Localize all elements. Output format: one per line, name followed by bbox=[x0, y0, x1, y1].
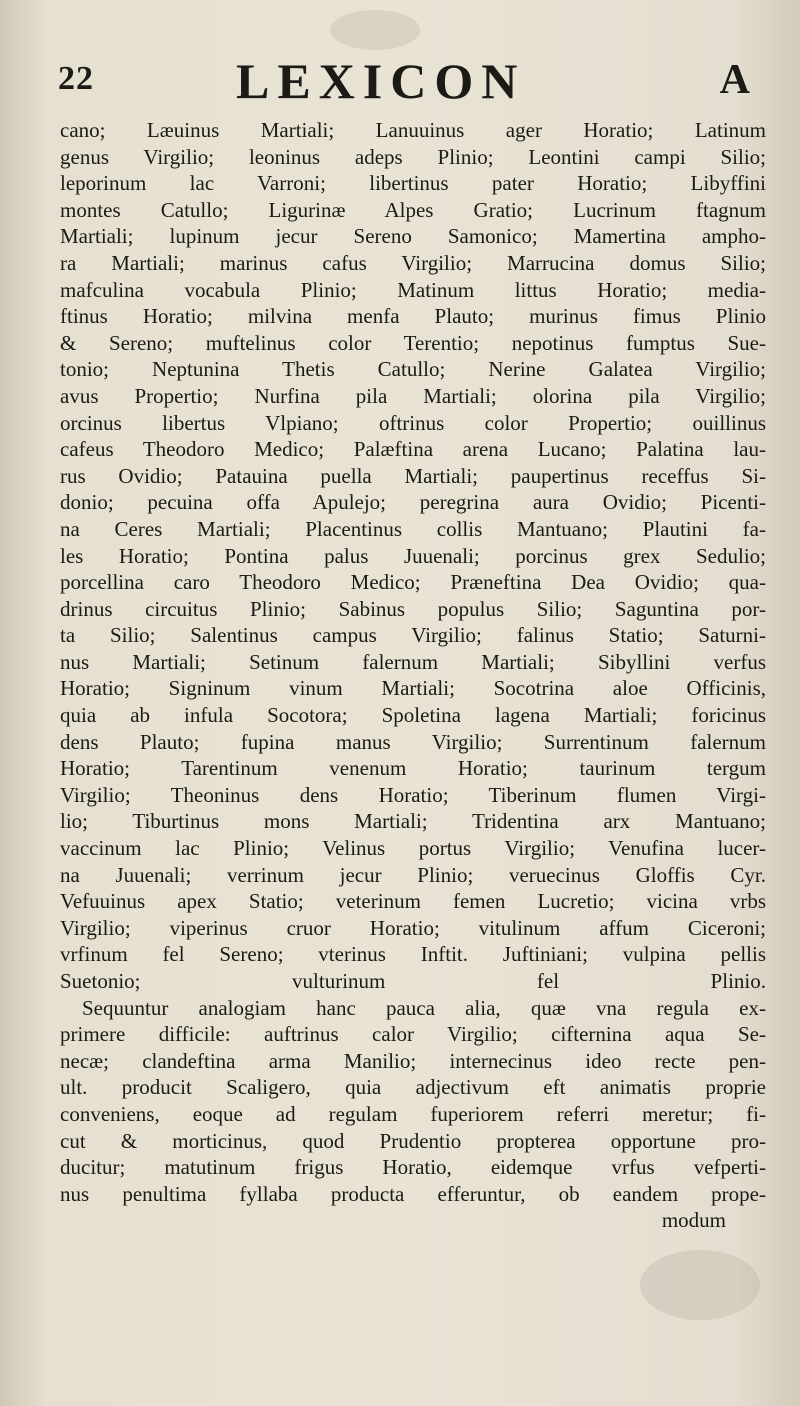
text-line: modum bbox=[661, 1208, 726, 1233]
body-text bbox=[60, 117, 766, 1234]
text-line: les Horatio; Pontina palus Juuenali; porcinus grex Sedulio; bbox=[60, 543, 766, 568]
text-line: ducitur; matutinum frigus Horatio, eidemque vrfus vefperti- bbox=[60, 1155, 766, 1180]
paper-stain bbox=[330, 10, 420, 50]
text-line: Martiali; lupinum jecur Sereno Samonico; Mamertina ampho- bbox=[60, 224, 766, 249]
text-line: Sequuntur analogiam hanc pauca alia, quæ vna regula ex- bbox=[82, 995, 766, 1020]
paper-stain bbox=[640, 1250, 760, 1320]
text-line: Horatio; Tarentinum venenum Horatio; taurinum tergum bbox=[60, 756, 766, 781]
text-line: ra Martiali; marinus cafus Virgilio; Marrucina domus Silio; bbox=[60, 250, 766, 275]
running-title: LEXICON bbox=[236, 53, 526, 109]
text-line: quia ab infula Socotora; Spoletina lagena Martiali; foricinus bbox=[60, 703, 766, 728]
text-line: cano; Læuinus Martiali; Lanuuinus ager Horatio; Latinum bbox=[60, 118, 766, 142]
text-line: cafeus Theodoro Medico; Palæftina arena Lucano; Palatina lau- bbox=[60, 437, 766, 462]
text-line: nus penultima fyllaba producta efferuntur, ob eandem prope- bbox=[60, 1181, 766, 1206]
text-line: Virgilio; Theoninus dens Horatio; Tiberinum flumen Virgi- bbox=[60, 782, 766, 807]
text-line: ult. producit Scaligero, quia adjectivum eft animatis proprie bbox=[60, 1075, 766, 1100]
text-line: drinus circuitus Plinio; Sabinus populus Silio; Saguntina por- bbox=[60, 596, 766, 621]
text-line: rus Ovidio; Patauina puella Martiali; paupertinus receffus Si- bbox=[60, 463, 766, 488]
text-line: avus Propertio; Nurfina pila Martiali; olorina pila Virgilio; bbox=[60, 383, 766, 408]
text-line: na Juuenali; verrinum jecur Plinio; veruecinus Gloffis Cyr. bbox=[60, 862, 766, 887]
text-line: & Sereno; muftelinus color Terentio; nepotinus fumptus Sue- bbox=[60, 330, 766, 355]
text-line: leporinum lac Varroni; libertinus pater Horatio; Libyffini bbox=[60, 171, 766, 196]
text-line: mafculina vocabula Plinio; Matinum littus Horatio; media- bbox=[60, 277, 766, 302]
text-line: necæ; clandeftina arma Manilio; internecinus ideo recte pen- bbox=[60, 1048, 766, 1073]
text-line: ftinus Horatio; milvina menfa Plauto; murinus fimus Plinio bbox=[60, 304, 766, 329]
text-line: ta Silio; Salentinus campus Virgilio; falinus Statio; Saturni- bbox=[60, 623, 766, 648]
text-line: nus Martiali; Setinum falernum Martiali; Sibyllini verfus bbox=[60, 649, 766, 674]
page-header bbox=[46, 52, 760, 112]
text-line: vaccinum lac Plinio; Velinus portus Virgilio; Venufina lucer- bbox=[60, 836, 766, 861]
text-line: donio; pecuina offa Apulejo; peregrina aura Ovidio; Picenti- bbox=[60, 490, 766, 515]
text-line: primere difficile: auftrinus calor Virgilio; cifternina aqua Se- bbox=[60, 1022, 766, 1047]
signature-mark: A bbox=[719, 57, 750, 103]
text-line: na Ceres Martiali; Placentinus collis Mantuano; Plautini fa- bbox=[60, 516, 766, 541]
text-line: Virgilio; viperinus cruor Horatio; vitulinum affum Ciceroni; bbox=[60, 915, 766, 940]
text-line: Vefuuinus apex Statio; veterinum femen Lucretio; vicina vrbs bbox=[60, 889, 766, 914]
text-line: genus Virgilio; leoninus adeps Plinio; Leontini campi Silio; bbox=[60, 144, 766, 169]
text-line: tonio; Neptunina Thetis Catullo; Nerine Galatea Virgilio; bbox=[60, 357, 766, 382]
text-line: Horatio; Signinum vinum Martiali; Socotrina aloe Officinis, bbox=[60, 676, 766, 701]
text-line: montes Catullo; Ligurinæ Alpes Gratio; Lucrinum ftagnum bbox=[60, 197, 766, 222]
text-line: orcinus libertus Vlpiano; oftrinus color Propertio; ouillinus bbox=[60, 410, 766, 435]
text-line: lio; Tiburtinus mons Martiali; Tridentina arx Mantuano; bbox=[60, 809, 766, 834]
text-line: porcellina caro Theodoro Medico; Præneftina Dea Ovidio; qua- bbox=[60, 570, 766, 595]
text-line: cut & morticinus, quod Prudentio propterea opportune pro- bbox=[60, 1128, 766, 1153]
text-line: dens Plauto; fupina manus Virgilio; Surrentinum falernum bbox=[60, 729, 766, 754]
text-line: conveniens, eoque ad regulam fuperiorem referri meretur; fi- bbox=[60, 1101, 766, 1126]
page-number: 22 bbox=[58, 60, 94, 97]
text-line: Suetonio; vulturinum fel Plinio. bbox=[60, 969, 766, 993]
text-line: vrfinum fel Sereno; vterinus Inftit. Juftiniani; vulpina pellis bbox=[60, 942, 766, 967]
